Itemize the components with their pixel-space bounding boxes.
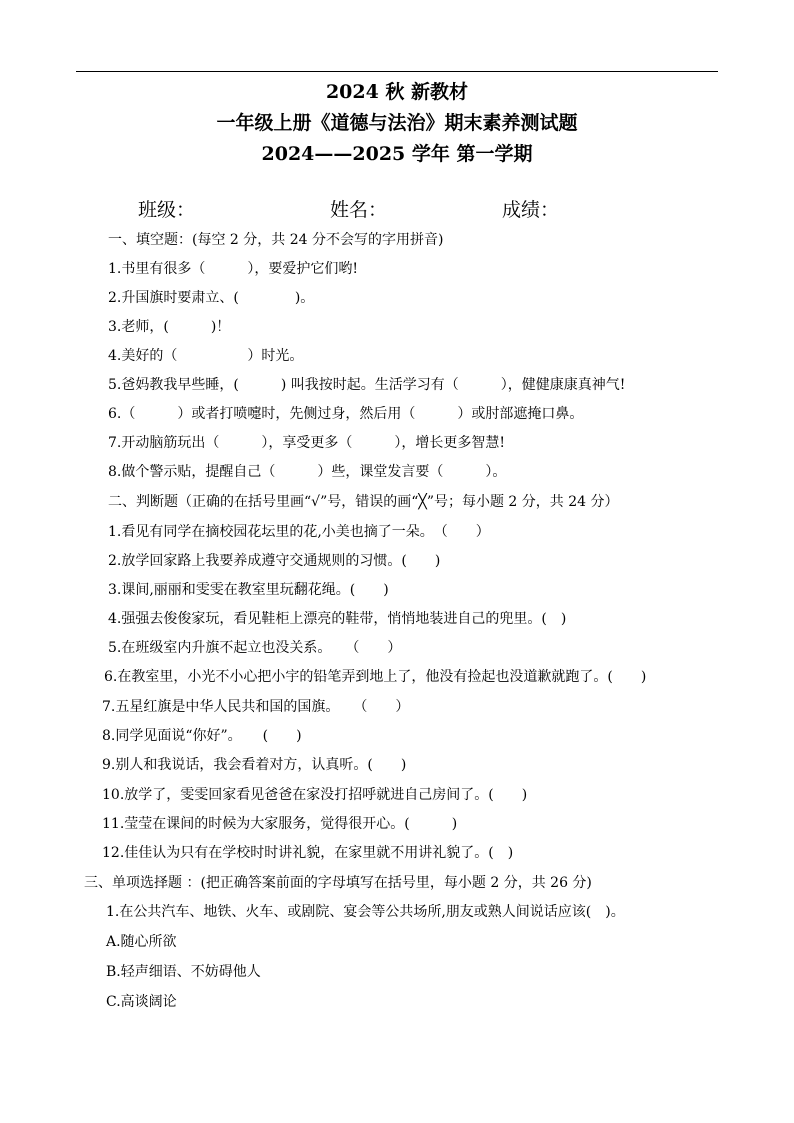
judge-item-2: 2.放学回家路上我要养成遵守交通规则的习惯。( ) xyxy=(108,553,441,569)
judge-item-1: 1.看见有同学在摘校园花坛里的花,小美也摘了一朵。 （ ） xyxy=(108,524,490,540)
name-label: 姓名： xyxy=(330,199,388,221)
fill-item-1: 1.书里有很多（ ），要爱护它们哟! xyxy=(108,261,358,277)
section2-heading: 二、判断题（正确的在括号里画“√”号，错误的画“╳”号；每小题 2 分，共 24 分） xyxy=(108,494,619,510)
judge-item-12: 12.佳佳认为只有在学校时时讲礼貌，在家里就不用讲礼貌了。( ) xyxy=(102,845,514,861)
fill-item-8: 8.做个警示贴，提醒自己（ ）些，课堂发言要（ ）。 xyxy=(108,464,507,480)
fill-item-6: 6.（ ）或者打喷嚏时，先侧过身，然后用（ ）或肘部遮掩口鼻。 xyxy=(108,406,584,422)
judge-item-8: 8.同学见面说“你好”。 ( ) xyxy=(102,728,302,744)
judge-item-6: 6.在教室里，小光不小心把小宇的铅笔弄到地上了，他没有捡起也没道歉就跑了。( ) xyxy=(104,669,647,685)
score-label: 成绩： xyxy=(502,199,560,221)
title-line-3: 2024——2025 学年 第一学期 xyxy=(261,143,533,165)
judge-item-4: 4.强强去俊俊家玩，看见鞋柜上漂亮的鞋带，悄悄地装进自己的兜里。( ) xyxy=(108,611,567,627)
fill-item-3: 3.老师，( )！ xyxy=(108,319,231,335)
fill-item-2: 2.升国旗时要肃立、( )。 xyxy=(108,290,315,306)
choice-option-c: C.高谈阔论 xyxy=(106,994,177,1010)
judge-item-7: 7.五星红旗是中华人民共和国的国旗。 （ ） xyxy=(102,699,410,715)
fill-item-4: 4.美好的（ ）时光。 xyxy=(108,348,304,364)
judge-item-9: 9.别人和我说话，我会看着对方，认真听。( ) xyxy=(102,757,407,773)
judge-item-5: 5.在班级室内升旗不起立也没关系。 （ ） xyxy=(108,640,402,656)
judge-item-3: 3.课间,丽丽和雯雯在教室里玩翻花绳。( ) xyxy=(108,582,389,598)
choice-question-1: 1.在公共汽车、地铁、火车、或剧院、宴会等公共场所,朋友或熟人间说话应该( )。 xyxy=(106,904,625,920)
section1-heading: 一、填空题：(每空 2 分，共 24 分不会写的字用拼音) xyxy=(108,232,444,248)
fill-item-5: 5.爸妈教我早些睡，( ) 叫我按时起。生活学习有（ ），健健康康真神气! xyxy=(108,377,626,393)
choice-option-a: A.随心所欲 xyxy=(106,934,177,950)
title-line-1: 2024 秋 新教材 xyxy=(325,81,469,103)
header-rule xyxy=(76,71,718,72)
judge-item-10: 10.放学了，雯雯回家看见爸爸在家没打招呼就进自己房间了。( ) xyxy=(102,787,528,803)
section3-heading: 三、单项选择题 ：(把正确答案前面的字母填写在括号里，每小题 2 分，共 26 分) xyxy=(84,875,592,891)
judge-item-11: 11.莹莹在课间的时候为大家服务，觉得很开心。( ) xyxy=(102,816,458,832)
choice-option-b: B.轻声细语、不妨碍他人 xyxy=(106,964,261,980)
title-line-2: 一年级上册《道德与法治》期末素养测试题 xyxy=(216,112,578,134)
fill-item-7: 7.开动脑筋玩出（ ），享受更多（ ），增长更多智慧! xyxy=(108,435,505,451)
class-label: 班级： xyxy=(138,199,196,221)
